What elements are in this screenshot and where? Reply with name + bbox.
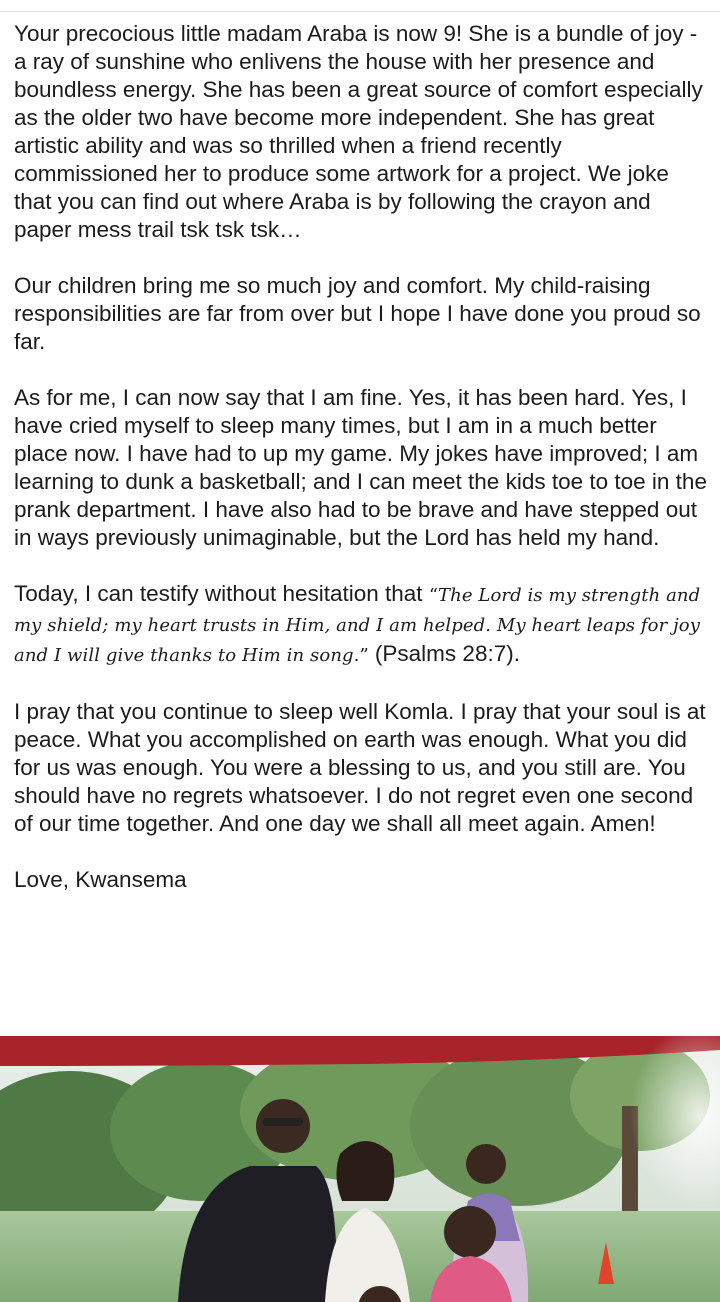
signoff: Love, Kwansema <box>14 867 187 892</box>
family-photo[interactable] <box>0 1036 720 1302</box>
scripture-reference: (Psalms 28:7). <box>368 641 520 666</box>
paragraph-prayer: I pray that you continue to sleep well Komla. I pray that your soul is at peace. What you accomplished on earth was enough. What you did for us was enough. You were a blessing to us, and you still are. You should have no regrets whatsoever. I do not regret even one second of our time together. And one day we shall all meet again. Amen! <box>14 699 706 836</box>
testimony-lead: Today, I can testify without hesitation that <box>14 581 429 606</box>
family-photo-image <box>0 1036 720 1302</box>
close-quote-mark: ” <box>359 645 369 666</box>
paragraph-araba: Your precocious little madam Araba is now 9! She is a bundle of joy - a ray of sunshine who enlivens the house with her presence and boundless energy. She has been a great source of comfort especially as the older two have become more independent. She has great artistic ability and was so thrilled when a friend recently commissioned her to produce some artwork for a project. We joke that you can find out where Araba is by following the crayon and paper mess trail tsk tsk tsk… <box>14 21 703 242</box>
divider <box>0 11 720 12</box>
scripture-quote: The Lord is my strength and my shield; my heart trusts in Him, and I am helped. My heart leaps for joy and I will give thanks to Him in song. <box>14 585 701 666</box>
paragraph-children: Our children bring me so much joy and comfort. My child-raising responsibilities are far from over but I hope I have done you proud so far. <box>14 273 701 354</box>
post-body <box>14 20 708 922</box>
paragraph-testimony <box>14 580 708 670</box>
open-quote-mark: “ <box>428 585 439 606</box>
paragraph-about-me: As for me, I can now say that I am fine. Yes, it has been hard. Yes, I have cried myself to sleep many times, but I am in a much better place now. I have had to up my game. My jokes have improved; I am learning to dunk a basketball; and I can meet the kids toe to toe in the prank department. I have also had to be brave and have stepped out in ways previously unimaginable, but the Lord has held my hand. <box>14 385 707 550</box>
